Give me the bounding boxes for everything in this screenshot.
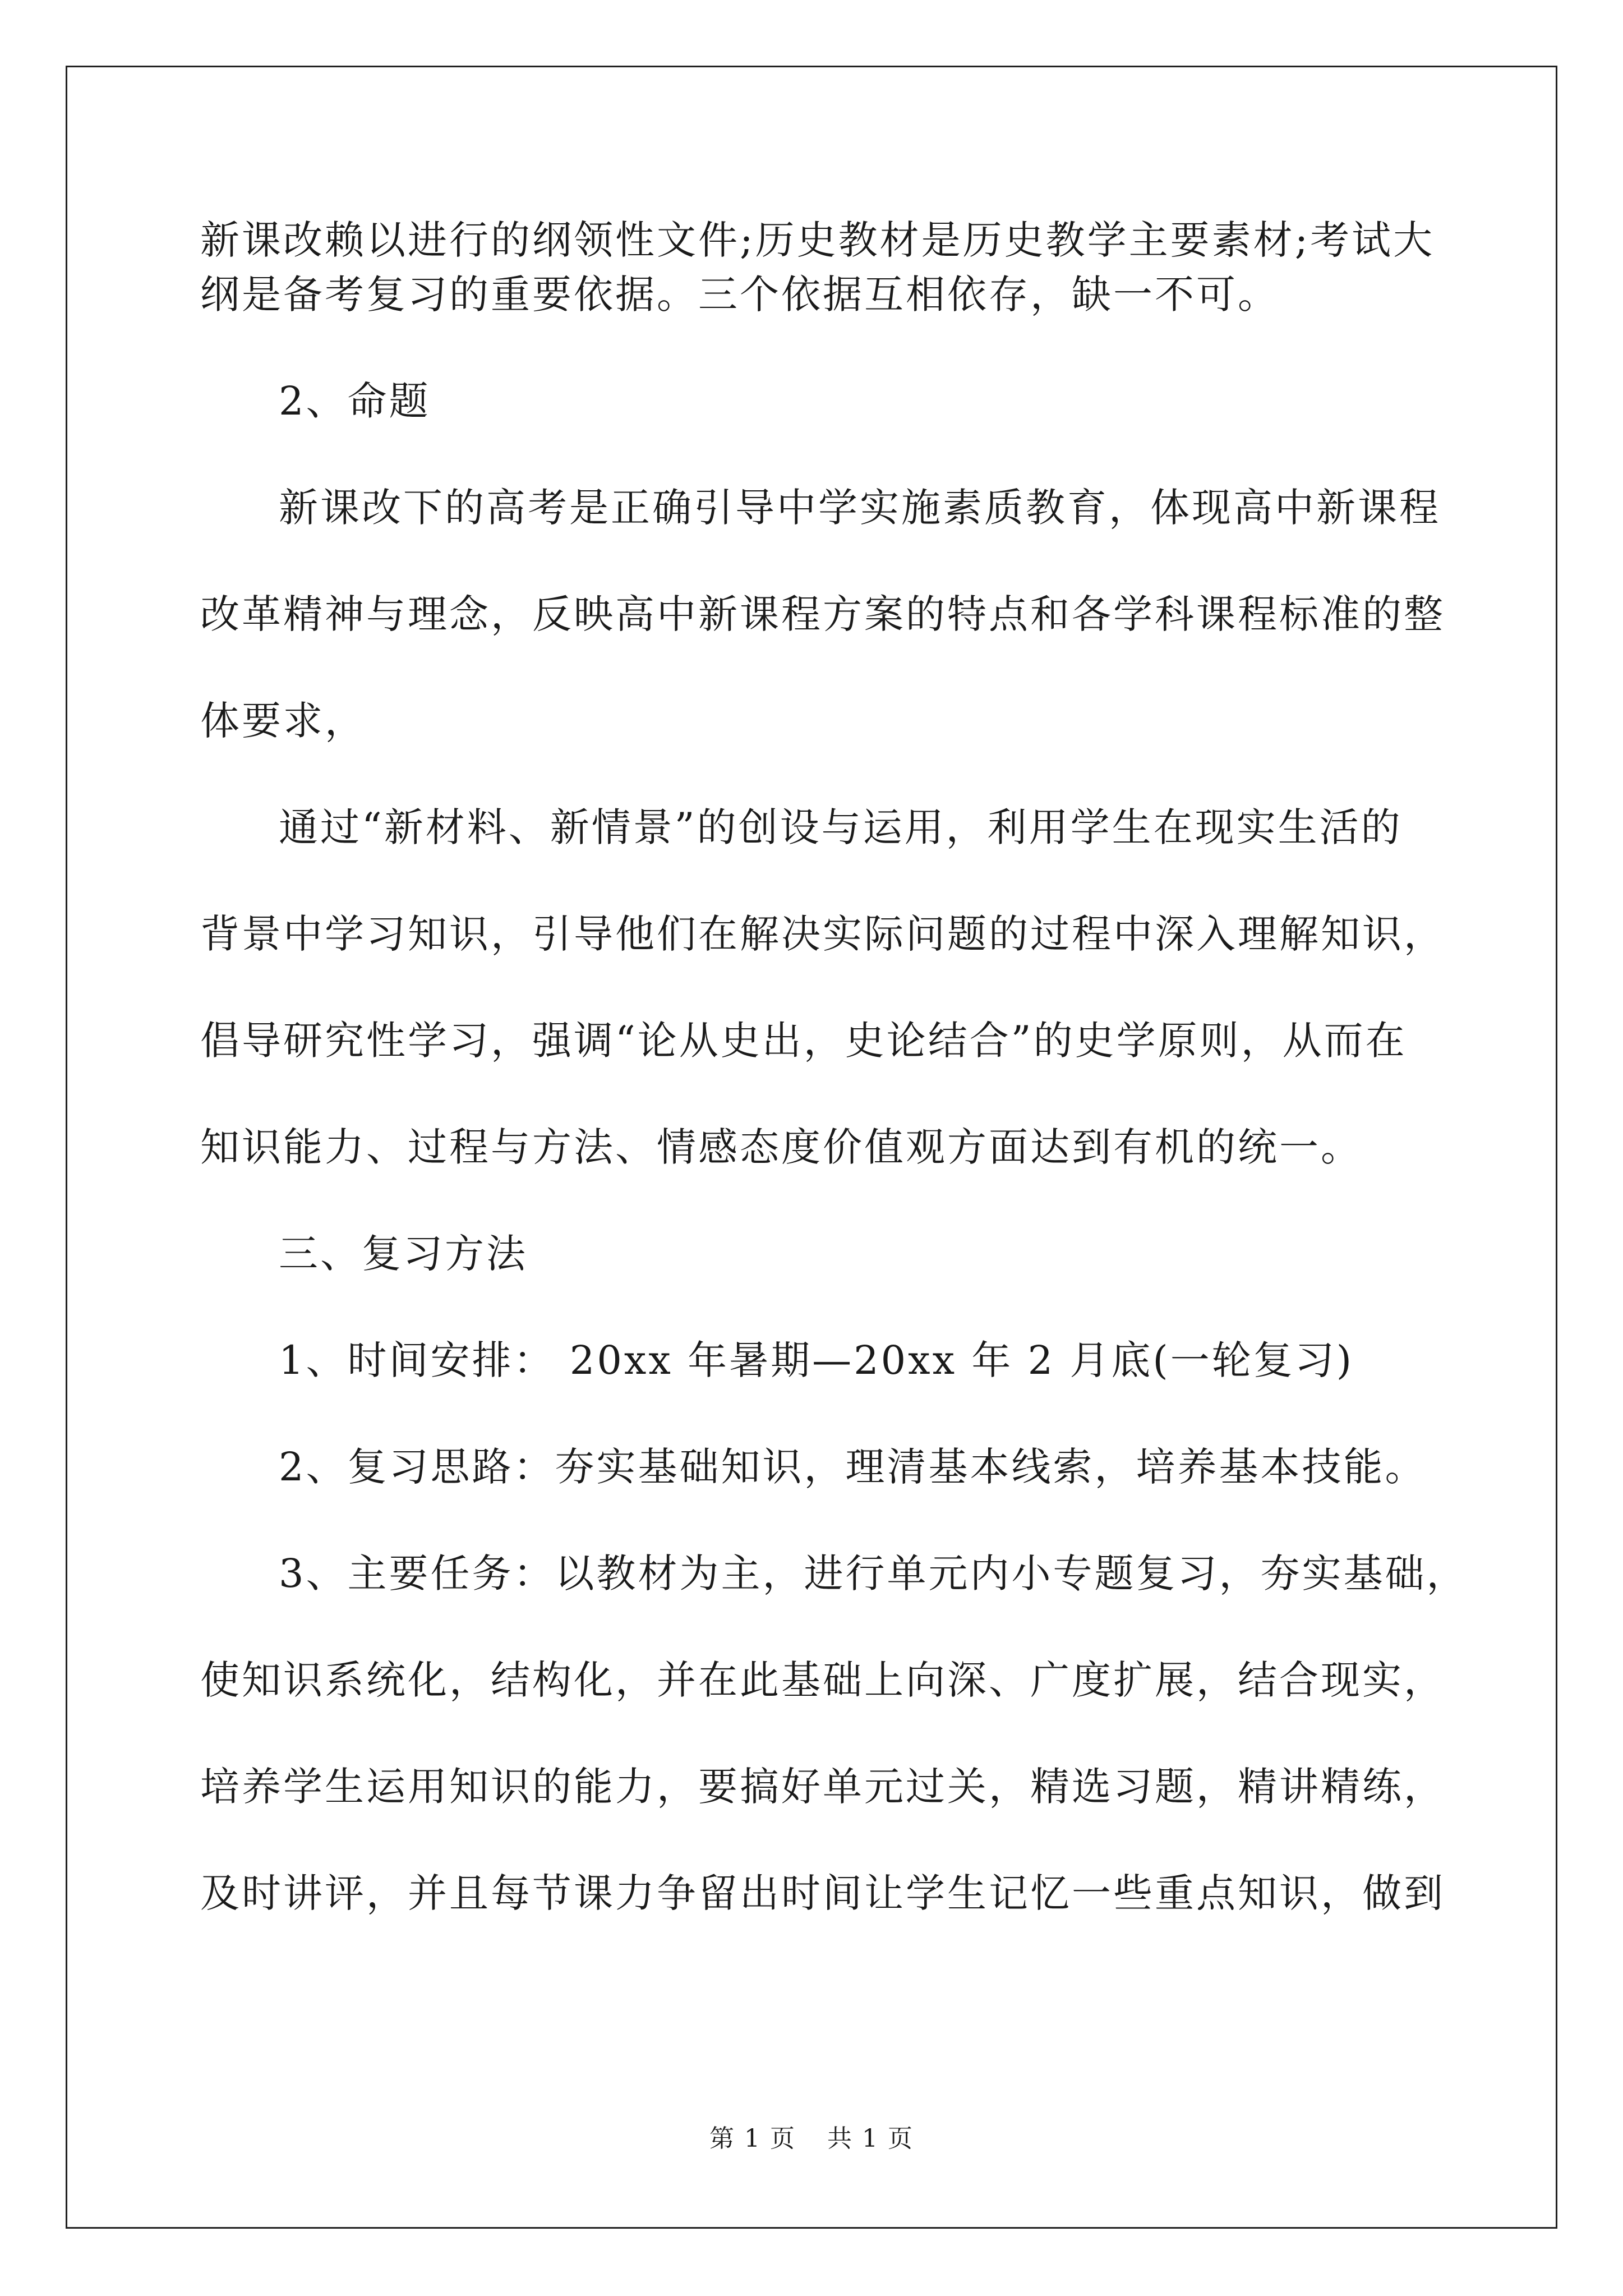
section-heading: 三、复习方法: [279, 1231, 528, 1277]
text-line: 知识能力、过程与方法、情感态度价值观方面达到有机的统一。: [200, 1124, 1362, 1170]
text-line: 纲是备考复习的重要依据。三个依据互相依存，缺一不可。: [200, 272, 1279, 318]
section-heading: 2、命题: [279, 378, 431, 424]
page-footer: [0, 2122, 1623, 2156]
text-line: 2、复习思路：夯实基础知识，理清基本线索，培养基本技能。: [279, 1444, 1427, 1490]
text-line: 新课改下的高考是正确引导中学实施素质教育，体现高中新课程: [279, 485, 1441, 531]
text-line: 及时讲评，并且每节课力争留出时间让学生记忆一些重点知识，做到: [200, 1870, 1445, 1916]
page-number-total: 共 1 页: [827, 2124, 914, 2153]
text-line: 1、时间安排： 20xx 年暑期—20xx 年 2 月底(一轮复习): [279, 1337, 1354, 1383]
text-line: 3、主要任务：以教材为主，进行单元内小专题复习，夯实基础，: [279, 1550, 1468, 1596]
document-body: [200, 213, 1468, 1921]
text-line: 新课改赖以进行的纲领性文件;历史教材是历史教学主要素材;考试大: [200, 217, 1435, 263]
text-line: 背景中学习知识，引导他们在解决实际问题的过程中深入理解知识，: [200, 911, 1445, 957]
text-line: 改革精神与理念，反映高中新课程方案的特点和各学科课程标准的整: [200, 591, 1445, 637]
text-line: 使知识系统化，结构化，并在此基础上向深、广度扩展，结合现实，: [200, 1657, 1445, 1703]
page-number-current: 第 1 页: [709, 2124, 796, 2153]
text-line: 体要求，: [200, 698, 366, 744]
text-line: 培养学生运用知识的能力，要搞好单元过关，精选习题，精讲精练，: [200, 1764, 1445, 1810]
text-line: 倡导研究性学习，强调“论从史出，史论结合”的史学原则，从而在: [200, 1018, 1407, 1064]
text-line: 通过“新材料、新情景”的创设与运用，利用学生在现实生活的: [279, 804, 1403, 850]
